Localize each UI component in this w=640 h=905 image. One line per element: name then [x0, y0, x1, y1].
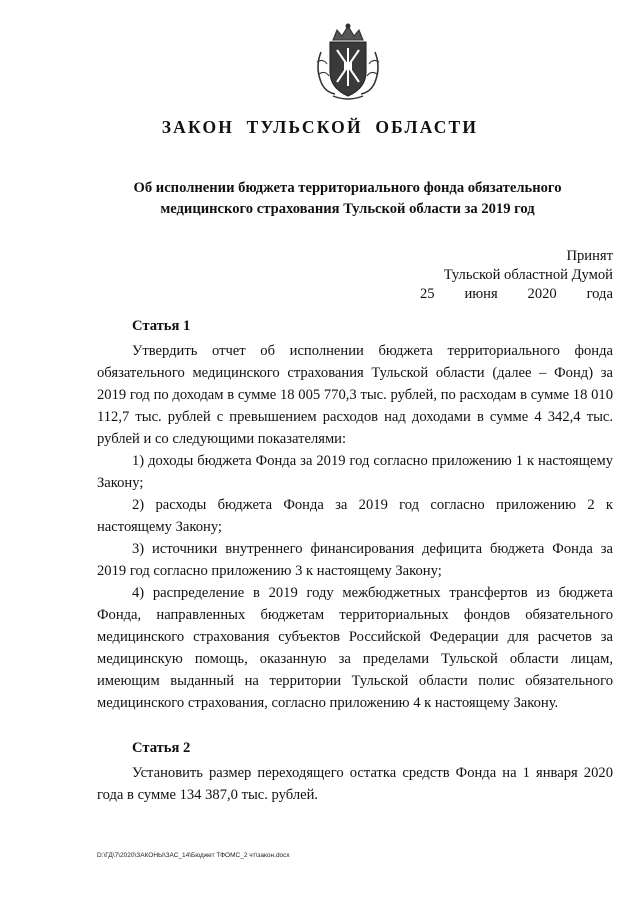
article1-heading: Статья 1 — [132, 318, 191, 334]
article1-item-1: 1) доходы бюджета Фонда за 2019 год согласно приложению 1 к настоящему Закону; — [97, 453, 613, 491]
law-subject: Об исполнении бюджета территориального фонда обязательного медицинского страхования Тульской области за 2019 год — [133, 180, 562, 217]
adoption-day: 25 — [420, 286, 435, 302]
footer-file-path: D:\ГД\7\2020\ЗАКОНЫ\ЗАС_14\Бюджет ТФОМС_2 чт\закон.docx — [97, 852, 290, 859]
adoption-block — [420, 247, 613, 304]
adoption-line1: Принят — [566, 248, 613, 264]
article2-heading: Статья 2 — [132, 740, 191, 756]
article1-item-4: 4) распределение в 2019 году межбюджетных трансфертов из бюджета Фонда, направленных бюджетам территориальных фондов обязательного медицинского страхования субъектов Российской Федерации для расчетов за медицинскую помощь, оказанную за пределами Тульской области лицам, имеющим выданный на территории Тульской области полис обязательного медицинского страхования, согласно приложению 4 к настоящему Закону. — [97, 585, 613, 711]
adoption-date — [420, 285, 613, 304]
law-title: ЗАКОН ТУЛЬСКОЙ ОБЛАСТИ — [161, 117, 479, 137]
article1-body — [97, 340, 613, 714]
article2-body — [97, 762, 613, 806]
article1-item-3: 3) источники внутреннего финансирования дефицита бюджета Фонда за 2019 год согласно приложению 3 к настоящему Закону; — [97, 541, 613, 579]
adoption-year: 2020 — [527, 286, 557, 302]
adoption-year-word: года — [586, 286, 613, 302]
adoption-line2: Тульской областной Думой — [443, 267, 613, 283]
article1-paragraph: Утвердить отчет об исполнении бюджета территориального фонда обязательного медицинского страхования Тульской области (далее – Фонд) за 2019 год по доходам в сумме 18 005 770,3 тыс. рублей, по расходам в сумме 18 010 112,7 тыс. рублей с превышением расходов над доходами в сумме 4 342,4 тыс. рублей и со следующими показателями: — [97, 343, 613, 447]
tula-coat-of-arms-icon — [311, 22, 385, 102]
article1-item-2: 2) расходы бюджета Фонда за 2019 год согласно приложению 2 к настоящему Закону; — [97, 497, 613, 535]
article2-paragraph: Установить размер переходящего остатка средств Фонда на 1 января 2020 года в сумме 134 387,0 тыс. рублей. — [97, 765, 613, 803]
adoption-month: июня — [464, 286, 498, 302]
